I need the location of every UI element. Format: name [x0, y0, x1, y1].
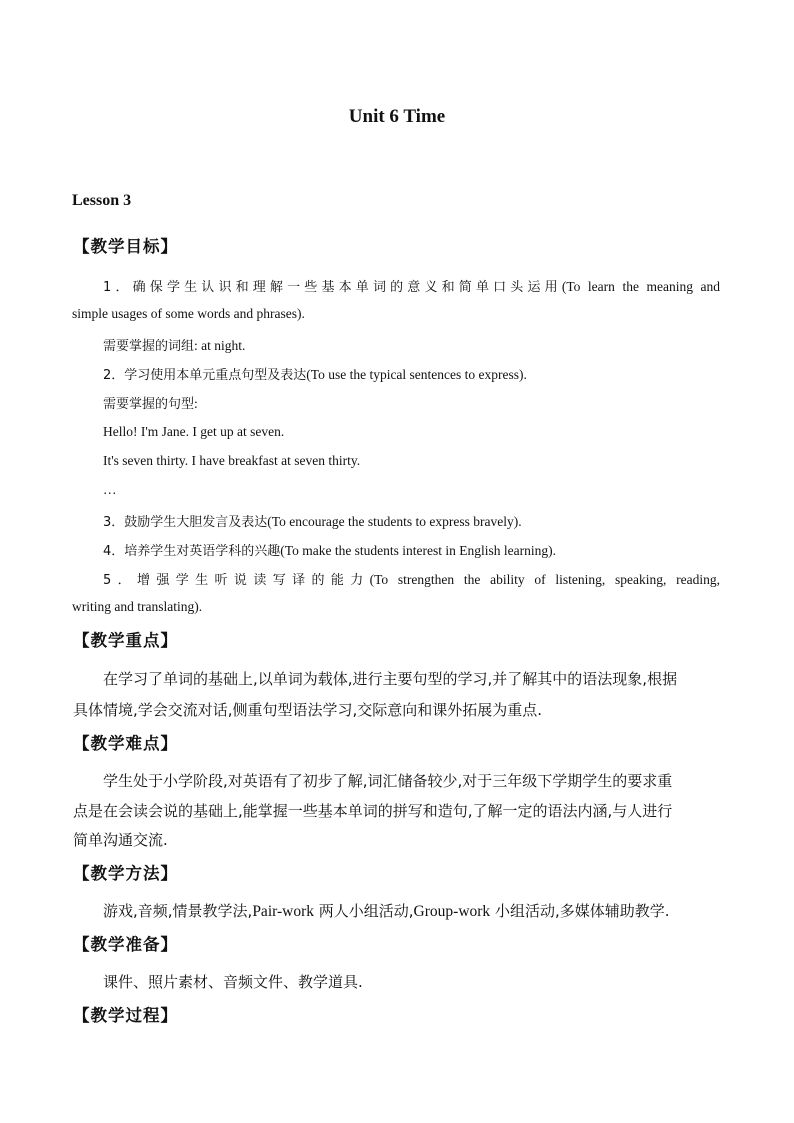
objective-4-cn: 4．培养学生对英语学科的兴趣 — [103, 544, 281, 559]
objective-3-cn: 3．鼓励学生大胆发言及表达 — [103, 515, 268, 530]
objective-2 — [103, 364, 527, 383]
objective-1-line-1 — [72, 276, 720, 295]
phrases-value: : at night. — [194, 338, 246, 353]
methods-heading: 【教学方法】 — [73, 864, 178, 883]
sentences-colon: : — [194, 396, 198, 411]
methods-text-a: 游戏,音频,情景教学法, — [103, 902, 253, 920]
objective-5-line-2: writing and translating). — [72, 599, 203, 614]
document-title: Unit 6 Time — [348, 106, 446, 127]
sentence-ellipsis: … — [103, 482, 117, 497]
objective-5-cn: 5．增强学生听说读写译的能力 — [103, 573, 370, 588]
key-points-line-2: 具体情境,学会交流对话,侧重句型语法学习,交际意向和课外拓展为重点. — [73, 701, 543, 719]
objective-3 — [103, 511, 522, 530]
objective-2-cn: 2．学习使用本单元重点句型及表达 — [103, 368, 307, 383]
phrases-line — [103, 335, 245, 354]
sentence-1: Hello! I'm Jane. I get up at seven. — [103, 424, 285, 439]
objective-5-line-1 — [72, 569, 720, 588]
preparation-heading: 【教学准备】 — [73, 935, 178, 954]
methods-pair-work: Pair-work — [252, 903, 314, 920]
sentences-line — [103, 393, 198, 412]
objective-4 — [103, 540, 556, 559]
difficulties-line-1: 学生处于小学阶段,对英语有了初步了解,词汇储备较少,对于三年级下学期学生的要求重 — [103, 772, 673, 790]
difficulties-line-3: 简单沟通交流. — [73, 831, 168, 849]
methods-text — [103, 900, 669, 921]
objective-2-en: (To use the typical sentences to express). — [306, 367, 527, 382]
objective-1-en: (To learn the meaning and — [561, 279, 721, 294]
sentences-label: 需要掌握的句型 — [103, 397, 195, 412]
process-heading: 【教学过程】 — [73, 1006, 178, 1025]
difficulties-line-2: 点是在会读会说的基础上,能掌握一些基本单词的拼写和造句,了解一定的语法内涵,与人进行 — [73, 802, 673, 820]
key-points-line-1: 在学习了单词的基础上,以单词为载体,进行主要句型的学习,并了解其中的语法现象,根据 — [103, 670, 678, 688]
preparation-text: 课件、照片素材、音频文件、教学道具. — [103, 973, 363, 991]
objective-4-en: (To make the students interest in English learning). — [280, 543, 557, 558]
methods-text-e: 小组活动,多媒体辅助教学. — [490, 902, 670, 920]
sentence-2: It's seven thirty. I have breakfast at seven thirty. — [103, 453, 361, 468]
objectives-heading: 【教学目标】 — [73, 237, 178, 256]
objective-3-en: (To encourage the students to express bravely). — [267, 514, 522, 529]
objective-1-cn: 1．确保学生认识和理解一些基本单词的意义和简单口头运用 — [103, 280, 562, 295]
objective-1-line-2: simple usages of some words and phrases). — [72, 306, 305, 321]
methods-group-work: Group-work — [413, 903, 491, 920]
key-points-heading: 【教学重点】 — [73, 631, 178, 650]
methods-text-c: 两人小组活动, — [314, 902, 414, 920]
difficulties-heading: 【教学难点】 — [73, 734, 178, 753]
lesson-label: Lesson 3 — [72, 192, 132, 209]
objective-5-en: (To strengthen the ability of listening, speaking, reading, — [369, 572, 721, 587]
phrases-label: 需要掌握的词组 — [103, 339, 195, 354]
